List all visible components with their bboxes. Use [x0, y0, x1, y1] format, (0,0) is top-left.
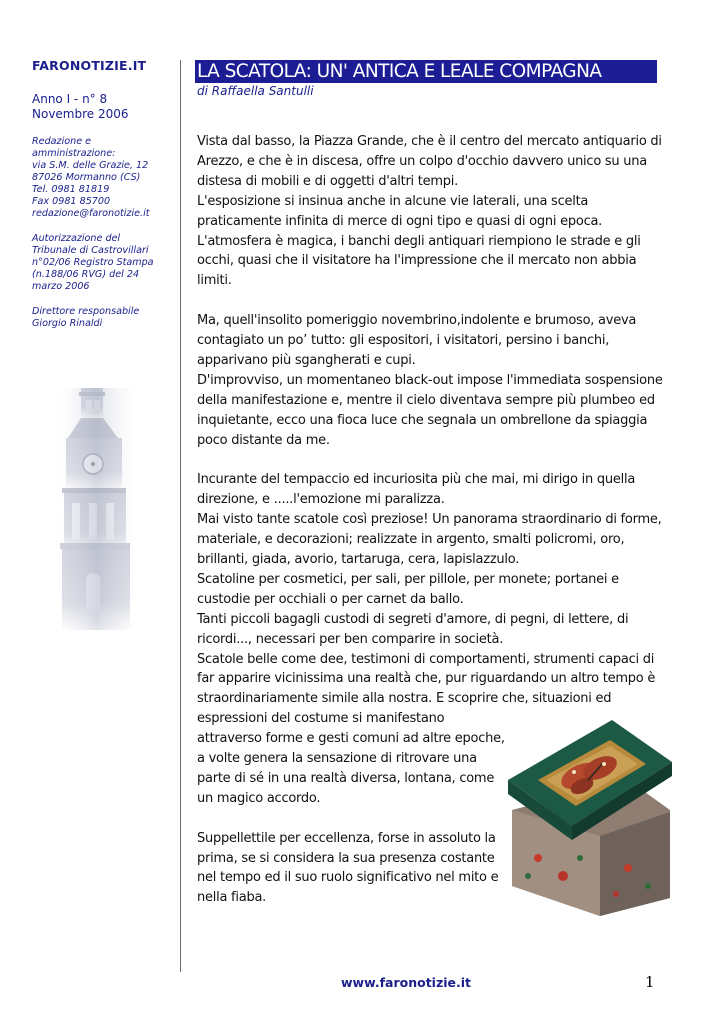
text-line: contagiato un po’ tutto: gli espositori, i visitatori, persino i banchi,: [197, 333, 610, 349]
text-line: L'atmosfera è magica, i banchi degli antiquari riempiono le strade e gli: [197, 233, 641, 249]
text-line: custodie per occhiali o per carnet da ballo.: [197, 591, 464, 607]
footer-website-link[interactable]: www.faronotizie.it: [341, 975, 472, 990]
direttore-block: [32, 306, 172, 330]
paragraph: [197, 132, 662, 291]
autorizzazione-line: n°02/06 Registro Stampa: [32, 257, 154, 268]
redazione-email: redazione@faronotizie.it: [32, 208, 150, 219]
text-line: Tanti piccoli bagagli custodi di segreti d'amore, di pegni, di lettere, di: [197, 611, 629, 627]
text-line: nel tempo ed il suo ruolo significativo nel mito e: [197, 870, 499, 886]
redazione-line: 87026 Mormanno (CS): [32, 172, 141, 183]
text-line: D'improvviso, un momentaneo black-out impose l'immediata sospensione: [197, 372, 663, 388]
bell-tower-image: [46, 388, 148, 630]
text-line: brillanti, giada, avorio, tartaruga, cera, lapislazzulo.: [197, 552, 520, 567]
masthead-sidebar: [32, 58, 172, 343]
autorizzazione-line: Autorizzazione del: [32, 233, 121, 244]
text-line: materiale, e decorazioni; realizzate in argento, smalti policromi, oro,: [197, 532, 625, 548]
text-line: L'esposizione si insinua anche in alcune vie laterali, una scelta: [197, 193, 589, 209]
text-line: far apparire vicinissima una realtà che, pur riguardando un altro tempo è: [197, 671, 656, 687]
text-line: espressioni del costume si manifestano: [197, 711, 445, 727]
direttore-label: Direttore responsabile: [32, 306, 140, 317]
text-line: inquietante, ecco una fioca luce che segnala un ombrellone da spiaggia: [197, 412, 648, 428]
redazione-line: via S.M. delle Grazie, 12: [32, 160, 149, 171]
text-line: Incurante del tempaccio ed incuriosita più che mai, mi dirigo in quella: [197, 472, 636, 488]
redazione-line: Redazione e: [32, 136, 92, 147]
text-line: Ma, quell'insolito pomeriggio novembrino,indolente e brumoso, aveva: [197, 313, 637, 329]
text-line: occhi, quasi che il visitatore ha l'impressione che il mercato non abbia: [197, 253, 637, 269]
text-line: limiti.: [197, 273, 232, 289]
text-line: nella fiaba.: [197, 890, 267, 906]
issue-info: [32, 92, 172, 122]
autorizzazione-block: [32, 233, 172, 293]
text-line: Arezzo, e che è in discesa, offre un colpo d'occhio davvero unico su una: [197, 153, 647, 169]
autorizzazione-line: (n.188/06 RVG) del 24: [32, 269, 140, 280]
text-line: della manifestazione e, mentre il cielo diventava sempre più plumbeo ed: [197, 392, 655, 408]
redazione-line: amministrazione:: [32, 148, 116, 159]
article-byline: di Raffaella Santulli: [197, 84, 314, 98]
redazione-line: Tel. 0981 81819: [32, 184, 110, 195]
text-line: prima, se si considera la sua presenza costante: [197, 850, 495, 866]
text-line: Mai visto tante scatole così preziose! Un panorama straordinario di forme,: [197, 512, 662, 528]
brand-name: FARONOTIZIE.IT: [32, 58, 147, 73]
text-line: direzione, e .....l'emozione mi paralizza.: [197, 492, 445, 508]
issue-number: Anno I - n° 8: [32, 92, 108, 106]
decorated-box-image: [508, 718, 672, 918]
text-line: parte di sé in una realtà diversa, lontana, come: [197, 770, 495, 786]
text-line: distesa di mobili e di oggetti d'altri tempi.: [197, 173, 459, 189]
issue-date: Novembre 2006: [32, 107, 129, 121]
article-title: LA SCATOLA: UN' ANTICA E LEALE COMPAGNA: [197, 61, 602, 82]
autorizzazione-line: Tribunale di Castrovillari: [32, 245, 149, 256]
text-line: ricordi..., necessari per ben comparire in società.: [197, 631, 504, 647]
text-line: Vista dal basso, la Piazza Grande, che è il centro del mercato antiquario di: [197, 134, 662, 149]
direttore-name: Giorgio Rinaldi: [32, 318, 103, 329]
text-line: Suppellettile per eccellenza, forse in assoluto la: [197, 830, 496, 846]
text-line: un magico accordo.: [197, 790, 321, 806]
column-divider: [180, 60, 181, 972]
paragraph: [197, 311, 662, 450]
text-line: apparivano più sgangherati e cupi.: [197, 352, 416, 368]
text-line: Scatole belle come dee, testimoni di comportamenti, strumenti capaci di: [197, 651, 655, 667]
text-line: Scatoline per cosmetici, per sali, per pillole, per monete; portanei e: [197, 571, 619, 587]
text-line: poco distante da me.: [197, 432, 330, 448]
redazione-block: [32, 136, 172, 220]
text-line: attraverso forme e gesti comuni ad altre epoche,: [197, 731, 505, 747]
text-line: praticamente infinita di merce di ogni tipo e quasi di ogni epoca.: [197, 213, 603, 229]
text-line: straordinariamente simile alla nostra. E scoprire che, situazioni ed: [197, 691, 612, 707]
redazione-line: Fax 0981 85700: [32, 196, 111, 207]
page-number: 1: [645, 973, 655, 991]
autorizzazione-line: marzo 2006: [32, 281, 90, 292]
text-line: a volte genera la sensazione di ritrovare una: [197, 751, 477, 767]
